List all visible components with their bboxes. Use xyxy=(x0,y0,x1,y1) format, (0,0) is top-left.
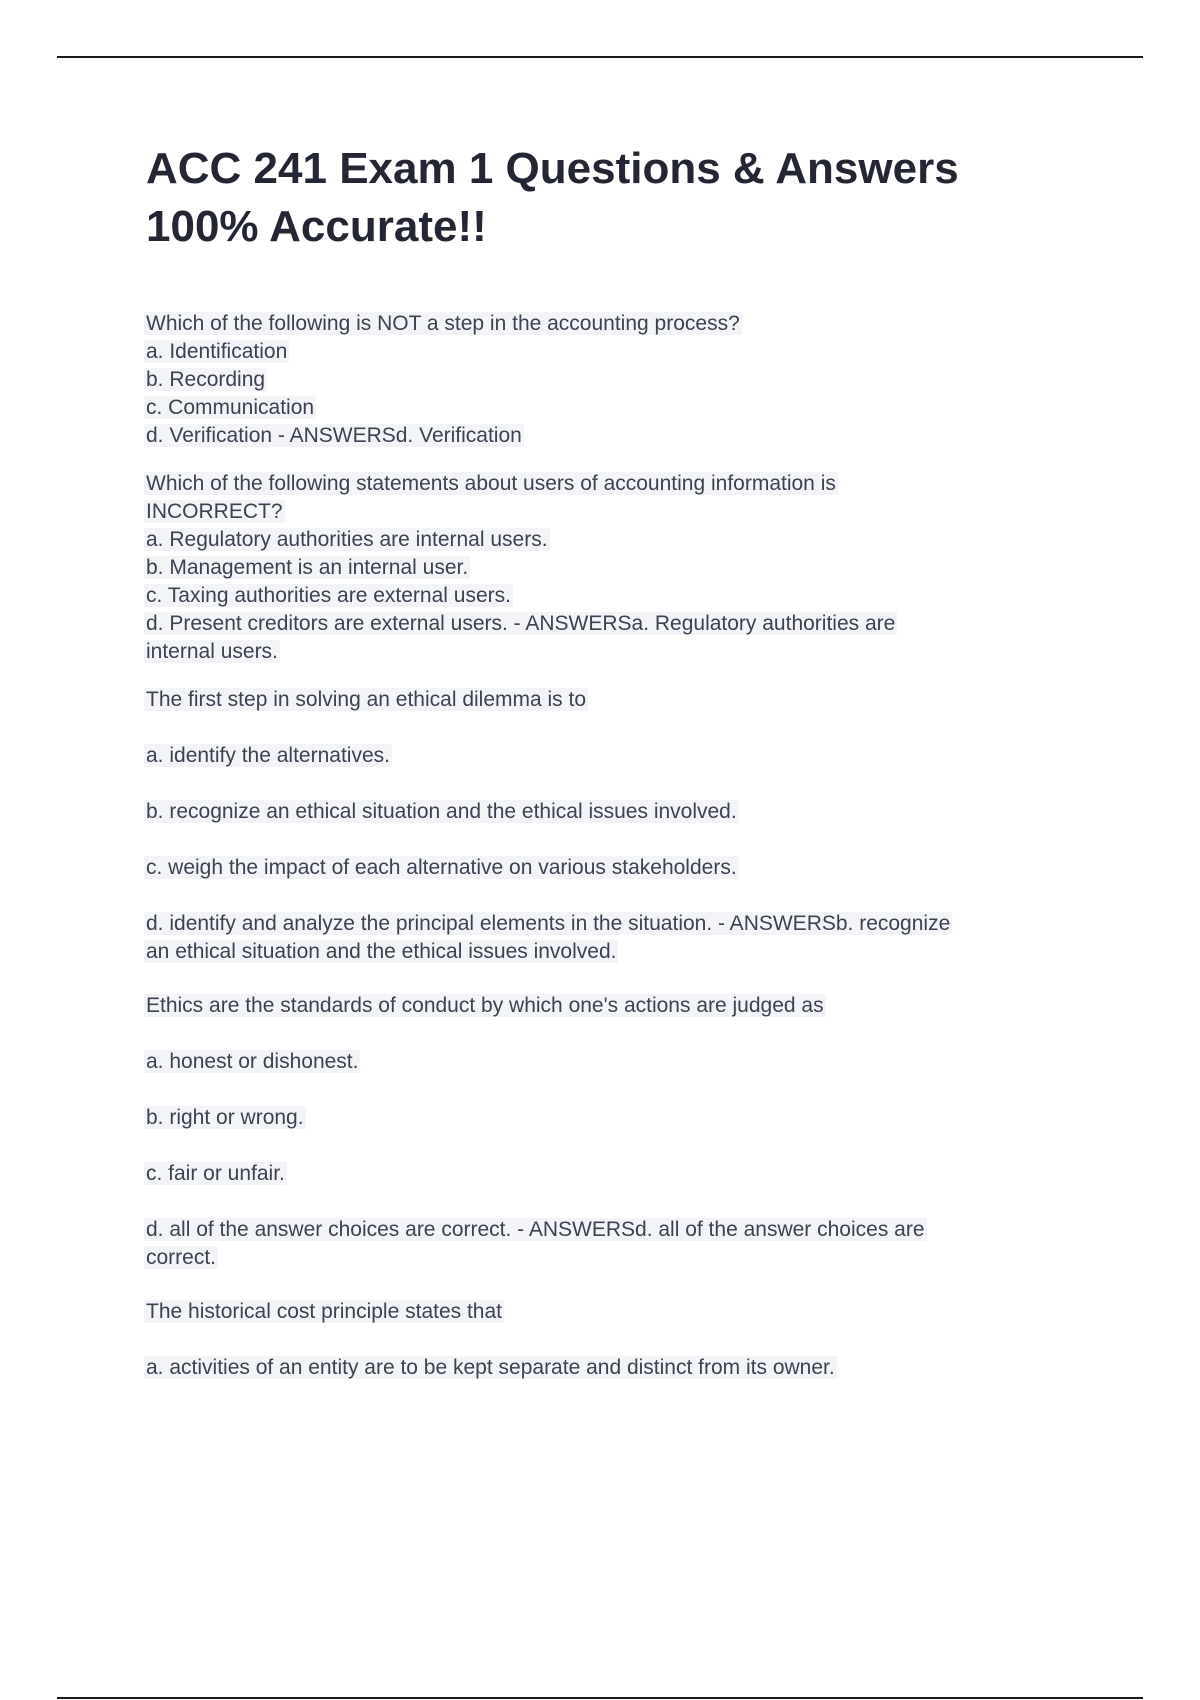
question-1-option-d-answer: d. Verification - ANSWERSd. Verification xyxy=(146,424,522,447)
question-4-option-b: b. right or wrong. xyxy=(146,1106,304,1129)
question-2-option-d-answer-line-2: internal users. xyxy=(146,640,278,663)
question-4 xyxy=(146,992,1086,1272)
question-1 xyxy=(146,310,1086,450)
question-4-text: Ethics are the standards of conduct by which one's actions are judged as xyxy=(146,994,824,1017)
question-5 xyxy=(146,1298,1086,1382)
question-3-option-b: b. recognize an ethical situation and the ethical issues involved. xyxy=(146,800,737,823)
bottom-rule xyxy=(57,1697,1143,1699)
question-4-option-a: a. honest or dishonest. xyxy=(146,1050,359,1073)
question-1-option-a: a. Identification xyxy=(146,340,288,363)
question-2-text-line-1: Which of the following statements about users of accounting information is xyxy=(146,472,836,495)
question-4-option-d-answer-line-2: correct. xyxy=(146,1246,217,1269)
question-2-option-c: c. Taxing authorities are external users. xyxy=(146,584,511,607)
question-3-option-d-answer-line-2: an ethical situation and the ethical issues involved. xyxy=(146,940,617,963)
question-1-option-b: b. Recording xyxy=(146,368,266,391)
question-2 xyxy=(146,470,1086,666)
question-3-option-c: c. weigh the impact of each alternative on various stakeholders. xyxy=(146,856,737,879)
question-4-option-d-answer-line-1: d. all of the answer choices are correct. - ANSWERSd. all of the answer choices are xyxy=(146,1218,925,1241)
question-3 xyxy=(146,686,1086,966)
question-1-option-c: c. Communication xyxy=(146,396,315,419)
question-5-option-a: a. activities of an entity are to be kept separate and distinct from its owner. xyxy=(146,1356,835,1379)
question-2-option-d-answer-line-1: d. Present creditors are external users. - ANSWERSa. Regulatory authorities are xyxy=(146,612,896,635)
document-title xyxy=(146,140,1086,256)
question-2-text-line-2: INCORRECT? xyxy=(146,500,283,523)
top-rule xyxy=(57,56,1143,58)
title-line-1: ACC 241 Exam 1 Questions & Answers xyxy=(146,144,959,193)
question-3-option-d-answer-line-1: d. identify and analyze the principal elements in the situation. - ANSWERSb. recognize xyxy=(146,912,951,935)
question-list xyxy=(146,310,1086,1382)
question-5-text: The historical cost principle states that xyxy=(146,1300,502,1323)
document-body xyxy=(146,140,1086,1410)
question-3-option-a: a. identify the alternatives. xyxy=(146,744,390,767)
question-4-option-c: c. fair or unfair. xyxy=(146,1162,285,1185)
question-1-text: Which of the following is NOT a step in the accounting process? xyxy=(146,312,740,335)
question-3-text: The first step in solving an ethical dilemma is to xyxy=(146,688,587,711)
question-2-option-a: a. Regulatory authorities are internal users. xyxy=(146,528,548,551)
title-line-2: 100% Accurate!! xyxy=(146,202,487,251)
question-2-option-b: b. Management is an internal user. xyxy=(146,556,469,579)
